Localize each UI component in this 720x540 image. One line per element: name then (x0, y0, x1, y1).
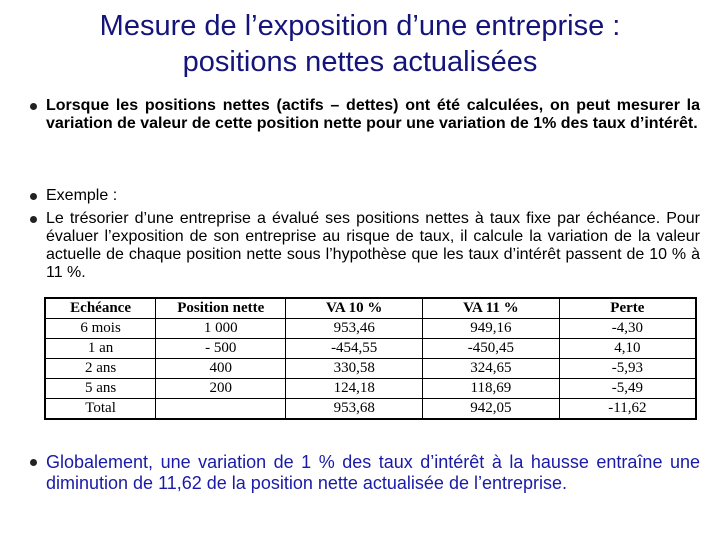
table-cell (156, 399, 286, 420)
bullet-4 (30, 452, 700, 494)
table-header-cell: Perte (559, 298, 696, 319)
table-cell: 953,46 (286, 319, 423, 339)
table-cell: -450,45 (423, 339, 560, 359)
bullet-dot-icon (30, 103, 37, 110)
table-cell: 330,58 (286, 359, 423, 379)
table-row (45, 359, 696, 379)
table-cell: 2 ans (45, 359, 156, 379)
table-cell: 118,69 (423, 379, 560, 399)
table-header-row (45, 298, 696, 319)
table-row (45, 379, 696, 399)
table-header-cell: Position nette (156, 298, 286, 319)
table-cell: 324,65 (423, 359, 560, 379)
table-cell: 1 an (45, 339, 156, 359)
table-cell: 5 ans (45, 379, 156, 399)
table-row (45, 319, 696, 339)
bullet-2 (30, 187, 700, 205)
table-cell: -11,62 (559, 399, 696, 420)
bullet-1 (30, 97, 700, 133)
table-cell: 400 (156, 359, 286, 379)
table-cell: 949,16 (423, 319, 560, 339)
bullet-3 (30, 210, 700, 282)
table-cell: - 500 (156, 339, 286, 359)
bullet-dot-icon (30, 459, 37, 466)
table-cell: 4,10 (559, 339, 696, 359)
table-cell: 942,05 (423, 399, 560, 420)
table-cell: Total (45, 399, 156, 420)
bullet-2-text: Exemple : (46, 187, 118, 204)
table-total-row (45, 399, 696, 420)
table-cell: -4,30 (559, 319, 696, 339)
slide-title (0, 8, 720, 80)
bullet-dot-icon (30, 193, 37, 200)
table-cell: -454,55 (286, 339, 423, 359)
table-cell: 1 000 (156, 319, 286, 339)
title-line-2: positions nettes actualisées (182, 46, 538, 78)
table-cell: 953,68 (286, 399, 423, 420)
bullet-dot-icon (30, 216, 37, 223)
table-cell: 200 (156, 379, 286, 399)
table-cell: -5,93 (559, 359, 696, 379)
table-cell: 124,18 (286, 379, 423, 399)
title-line-1: Mesure de l’exposition d’une entreprise : (99, 10, 621, 42)
positions-table (44, 297, 697, 420)
table-header-cell: VA 11 % (423, 298, 560, 319)
bullet-4-text: Globalement, une variation de 1 % des taux d’intérêt à la hausse entraîne une diminution de 11,62 de la position nette actualisée de l’entreprise. (46, 452, 700, 493)
table-cell: -5,49 (559, 379, 696, 399)
table-header-cell: VA 10 % (286, 298, 423, 319)
bullet-1-text: Lorsque les positions nettes (actifs – dettes) ont été calculées, on peut mesurer la variation de valeur de cette position nette pour une variation de 1% des taux d’intérêt. (46, 97, 700, 132)
table-row (45, 339, 696, 359)
positions-table-wrap (44, 297, 697, 420)
bullet-3-text: Le trésorier d’une entreprise a évalué ses positions nettes à taux fixe par échéance. Pour évaluer l’exposition de son entreprise au risque de taux, il calcule la variation de la valeur actuelle de chaque position nette sous l’hypothèse que les taux d’intérêt passent de 10 % à 11 %. (46, 210, 700, 281)
table-header-cell: Echéance (45, 298, 156, 319)
table-cell: 6 mois (45, 319, 156, 339)
